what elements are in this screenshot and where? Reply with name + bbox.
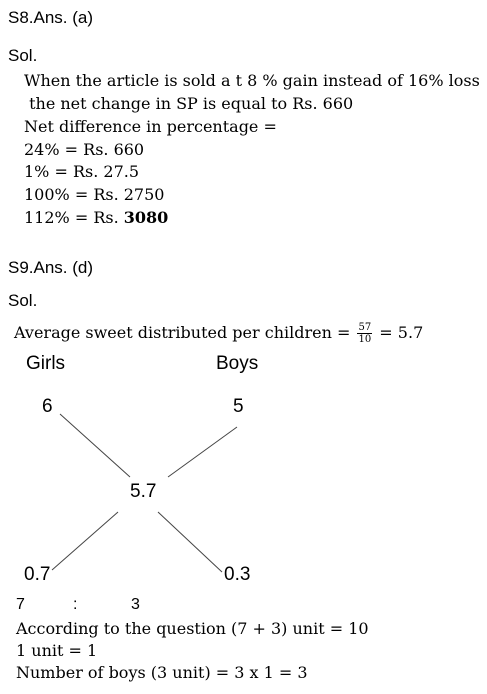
- s8-line-7-prefix: 112% = Rs.: [24, 208, 124, 227]
- s8-line-4: 24% = Rs. 660: [24, 140, 145, 159]
- s9-answer-heading: S9.Ans. (d): [8, 258, 94, 277]
- diagram-bottom-left-value: 0.7: [24, 564, 51, 585]
- s8-line-7-bold: 3080: [123, 208, 169, 227]
- s9-average-suffix: = 5.7: [374, 323, 424, 342]
- s9-line-1: According to the question (7 + 3) unit = 10: [16, 619, 369, 638]
- diagram-line-top-left: [60, 414, 130, 477]
- s8-line-3: Net difference in percentage =: [24, 117, 277, 136]
- ratio-separator: :: [73, 596, 78, 613]
- s9-line-2: 1 unit = 1: [16, 641, 98, 660]
- diagram-line-bottom-left: [52, 512, 118, 570]
- diagram-line-top-right: [168, 427, 237, 477]
- s9-sol-label: Sol.: [8, 291, 38, 310]
- diagram-center-value: 5.7: [130, 481, 157, 502]
- s8-answer-heading: S8.Ans. (a): [8, 8, 94, 27]
- ratio-right: 3: [131, 596, 140, 613]
- s8-line-5: 1% = Rs. 27.5: [24, 162, 140, 181]
- diagram-top-right-value: 5: [233, 396, 244, 417]
- s9-fraction-numerator: 57: [358, 321, 372, 333]
- s8-line-6: 100% = Rs. 2750: [24, 185, 165, 204]
- diagram-top-left-value: 6: [42, 396, 53, 417]
- diagram-bottom-right-value: 0.3: [224, 564, 251, 585]
- diagram-line-bottom-right: [158, 512, 222, 572]
- s8-line-1: When the article is sold a t 8 % gain instead of 16% loss: [24, 71, 480, 90]
- diagram-boys-title: Boys: [216, 353, 259, 374]
- ratio-left: 7: [16, 596, 25, 613]
- s9-average-prefix: Average sweet distributed per children =: [14, 323, 356, 342]
- diagram-girls-title: Girls: [26, 353, 66, 374]
- s8-sol-label: Sol.: [8, 46, 38, 65]
- s9-line-3: Number of boys (3 unit) = 3 x 1 = 3: [16, 663, 308, 682]
- s8-line-2: the net change in SP is equal to Rs. 660: [24, 94, 354, 113]
- s9-fraction-denominator: 10: [358, 333, 372, 345]
